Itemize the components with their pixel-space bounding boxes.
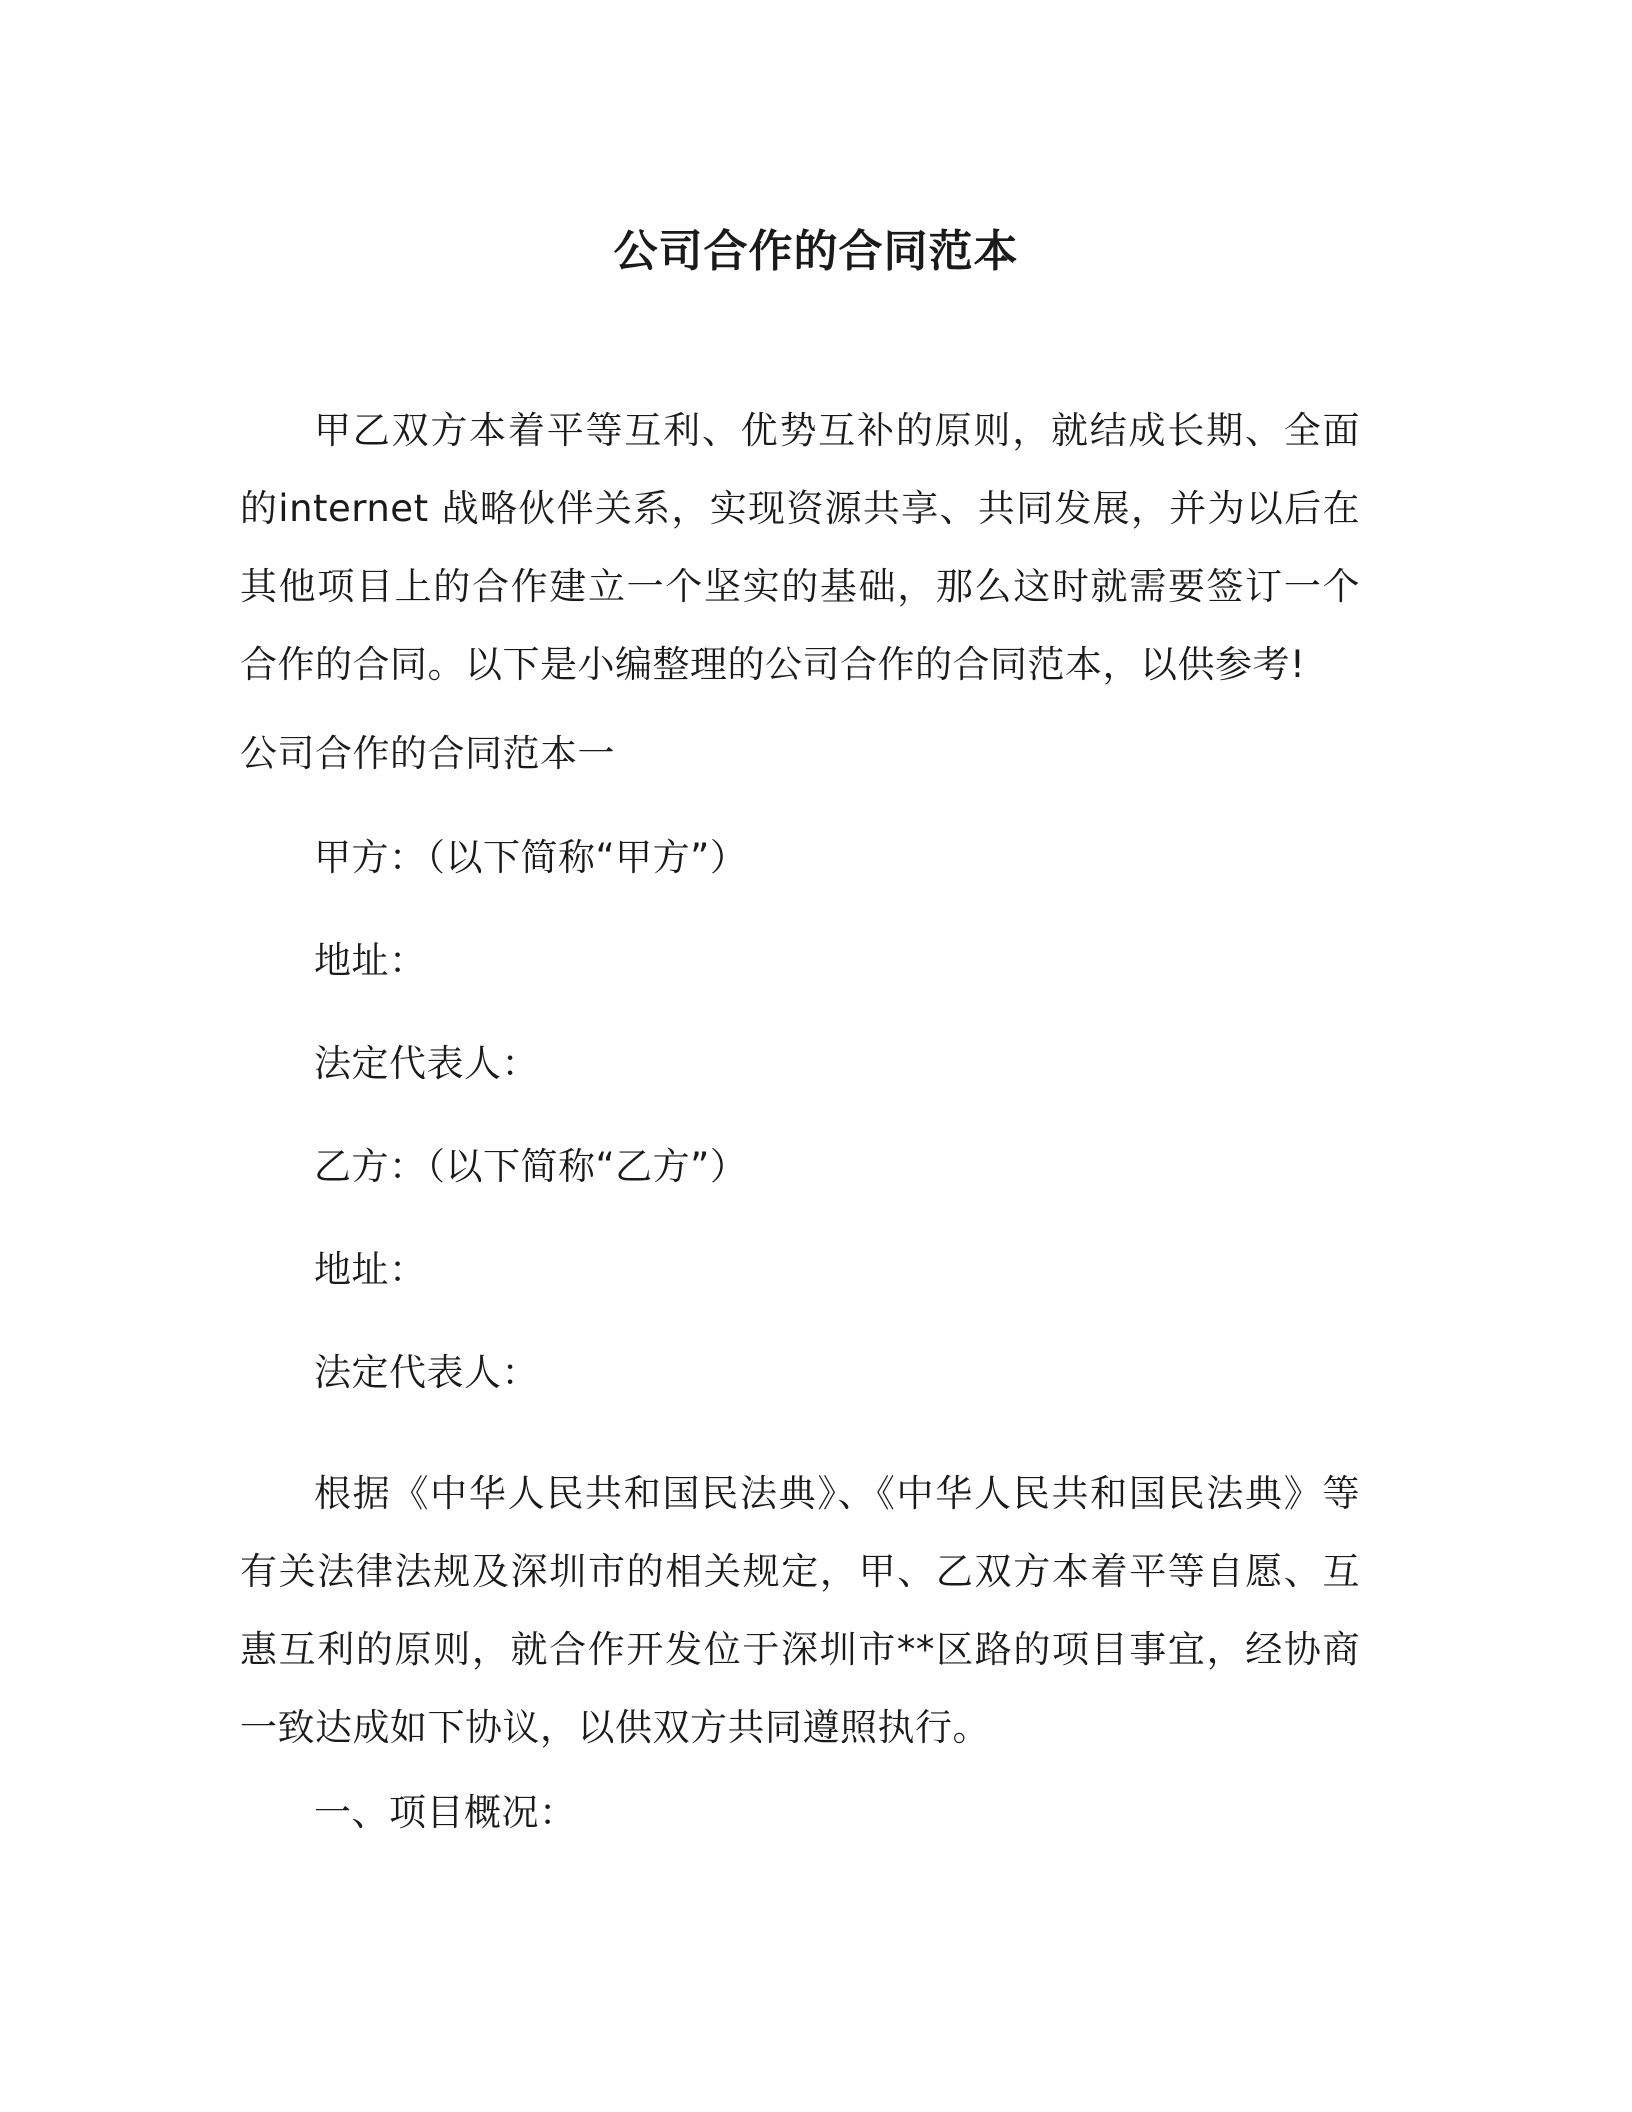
party-a-line: 甲方：（以下简称“甲方”） (314, 836, 748, 879)
party-b-address: 地址： (314, 1248, 427, 1291)
document-title: 公司合作的合同范本 (613, 226, 1019, 277)
party-b-line: 乙方：（以下简称“乙方”） (314, 1145, 748, 1188)
legal-basis-paragraph: 根据《中华人民共和国民法典》、《中华人民共和国民法典》等有关法律法规及深圳市的相关规定，甲、乙双方本着平等自愿、互惠互利的原则，就合作开发位于深圳市**区路的项目事宜，经协商一致达成如下协议，以供双方共同遵照执行。 (240, 1472, 1360, 1749)
intro-paragraph: 甲乙双方本着平等互利、优势互补的原则，就结成长期、全面的internet 战略伙伴关系，实现资源共享、共同发展，并为以后在其他项目上的合作建立一个坚实的基础，那么这时就需要签订一个合作的合同。以下是小编整理的公司合作的合同范本，以供参考! (240, 409, 1360, 686)
clause-1-heading: 一、项目概况： (314, 1791, 577, 1834)
party-a-address: 地址： (314, 939, 427, 982)
party-b-representative: 法定代表人： (314, 1351, 539, 1394)
section-heading: 公司合作的合同范本一 (240, 732, 615, 775)
party-a-representative: 法定代表人： (314, 1042, 539, 1085)
